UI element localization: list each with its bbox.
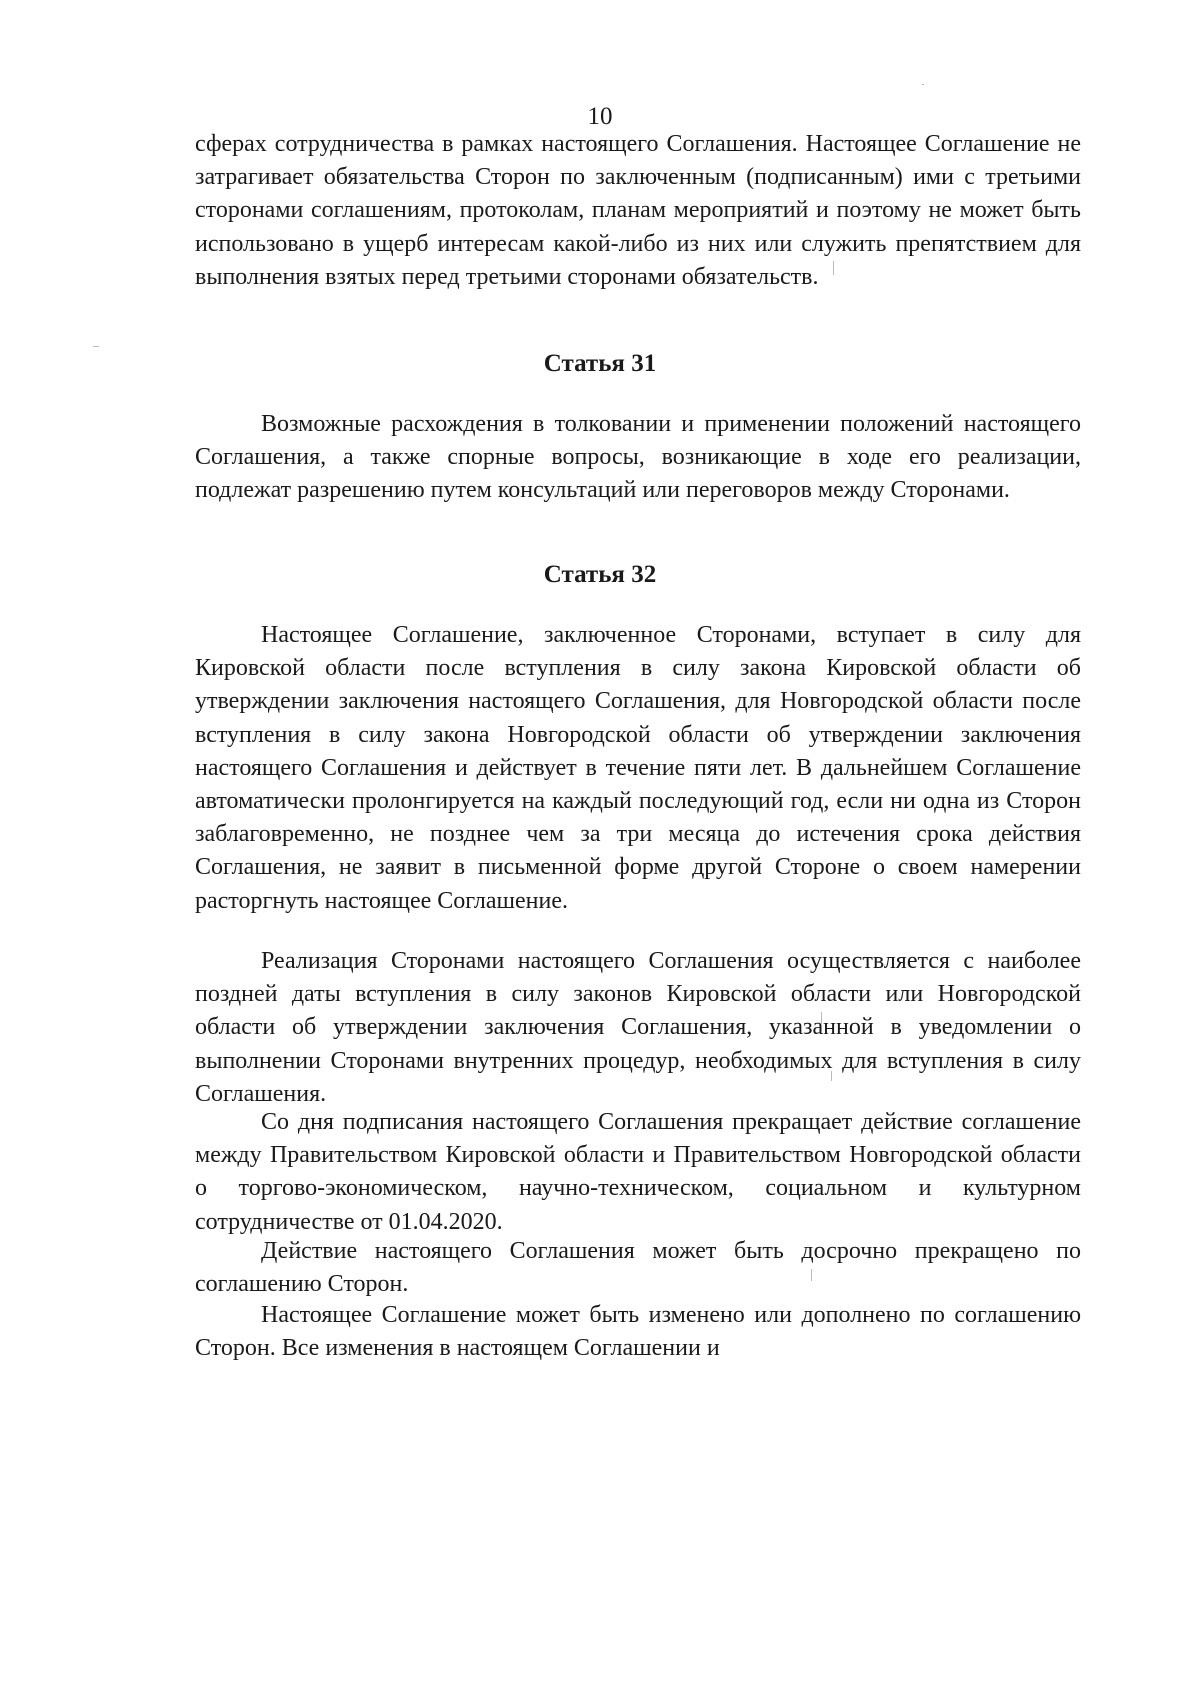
scan-artifact [93,346,99,347]
scan-artifact [922,84,924,85]
scan-artifact [833,261,834,275]
article-32-paragraph-4: Действие настоящего Соглашения может быть досрочно прекращено по соглашению Сторон. [195,1238,1081,1298]
scan-artifact [831,1071,832,1081]
continuation-paragraph: сферах сотрудничества в рамках настоящего Соглашения. Настоящее Соглашение не затрагивает обязательства Сторон по заключенным (подписанным) ими с третьими сторонами соглашениям, протоколам, планам мероприятий и поэтому не может быть использовано в ущерб интересам какой-либо из них или служить препятствием для выполнения взятых перед третьими сторонами обязательств. [195,131,1081,290]
scan-artifact [821,1012,822,1024]
article-32-paragraph-2: Реализация Сторонами настоящего Соглашения осуществляется с наиболее поздней даты вступления в силу законов Кировской области или Новгородской области об утверждении заключения Соглашения, указанной в уведомлении о выполнении Сторонами внутренних процедур, необходимых для вступления в силу Соглашения. [195,948,1081,1107]
article-31-paragraph: Возможные расхождения в толковании и применении положений настоящего Соглашения, а также спорные вопросы, возникающие в ходе его реализации, подлежат разрешению путем консультаций или переговоров между Сторонами. [195,411,1081,504]
article-32-paragraph-1: Настоящее Соглашение, заключенное Сторонами, вступает в силу для Кировской области после вступления в силу закона Кировской области об утверждении заключения настоящего Соглашения, для Новгородской области после вступления в силу закона Новгородской области об утверждении заключения настоящего Соглашения и действует в течение пяти лет. В дальнейшем Соглашение автоматически пролонгируется на каждый последующий год, если ни одна из Сторон заблаговременно, не позднее чем за три месяца до истечения срока действия Соглашения, не заявит в письменной форме другой Стороне о своем намерении расторгнуть настоящее Соглашение. [195,622,1081,914]
scan-artifact [811,1269,812,1281]
article-32-heading: Статья 32 [543,561,657,588]
article-32-paragraph-5: Настоящее Соглашение может быть изменено или дополнено по соглашению Сторон. Все изменения в настоящем Соглашении и [195,1302,1081,1362]
article-31-heading: Статья 31 [543,350,657,377]
page-number: 10 [587,103,613,130]
article-32-paragraph-3: Со дня подписания настоящего Соглашения прекращает действие соглашение между Правительством Кировской области и Правительством Новгородской области о торгово-экономическом, научно-техническом, социальном и культурном сотрудничестве от 01.04.2020. [195,1109,1081,1235]
